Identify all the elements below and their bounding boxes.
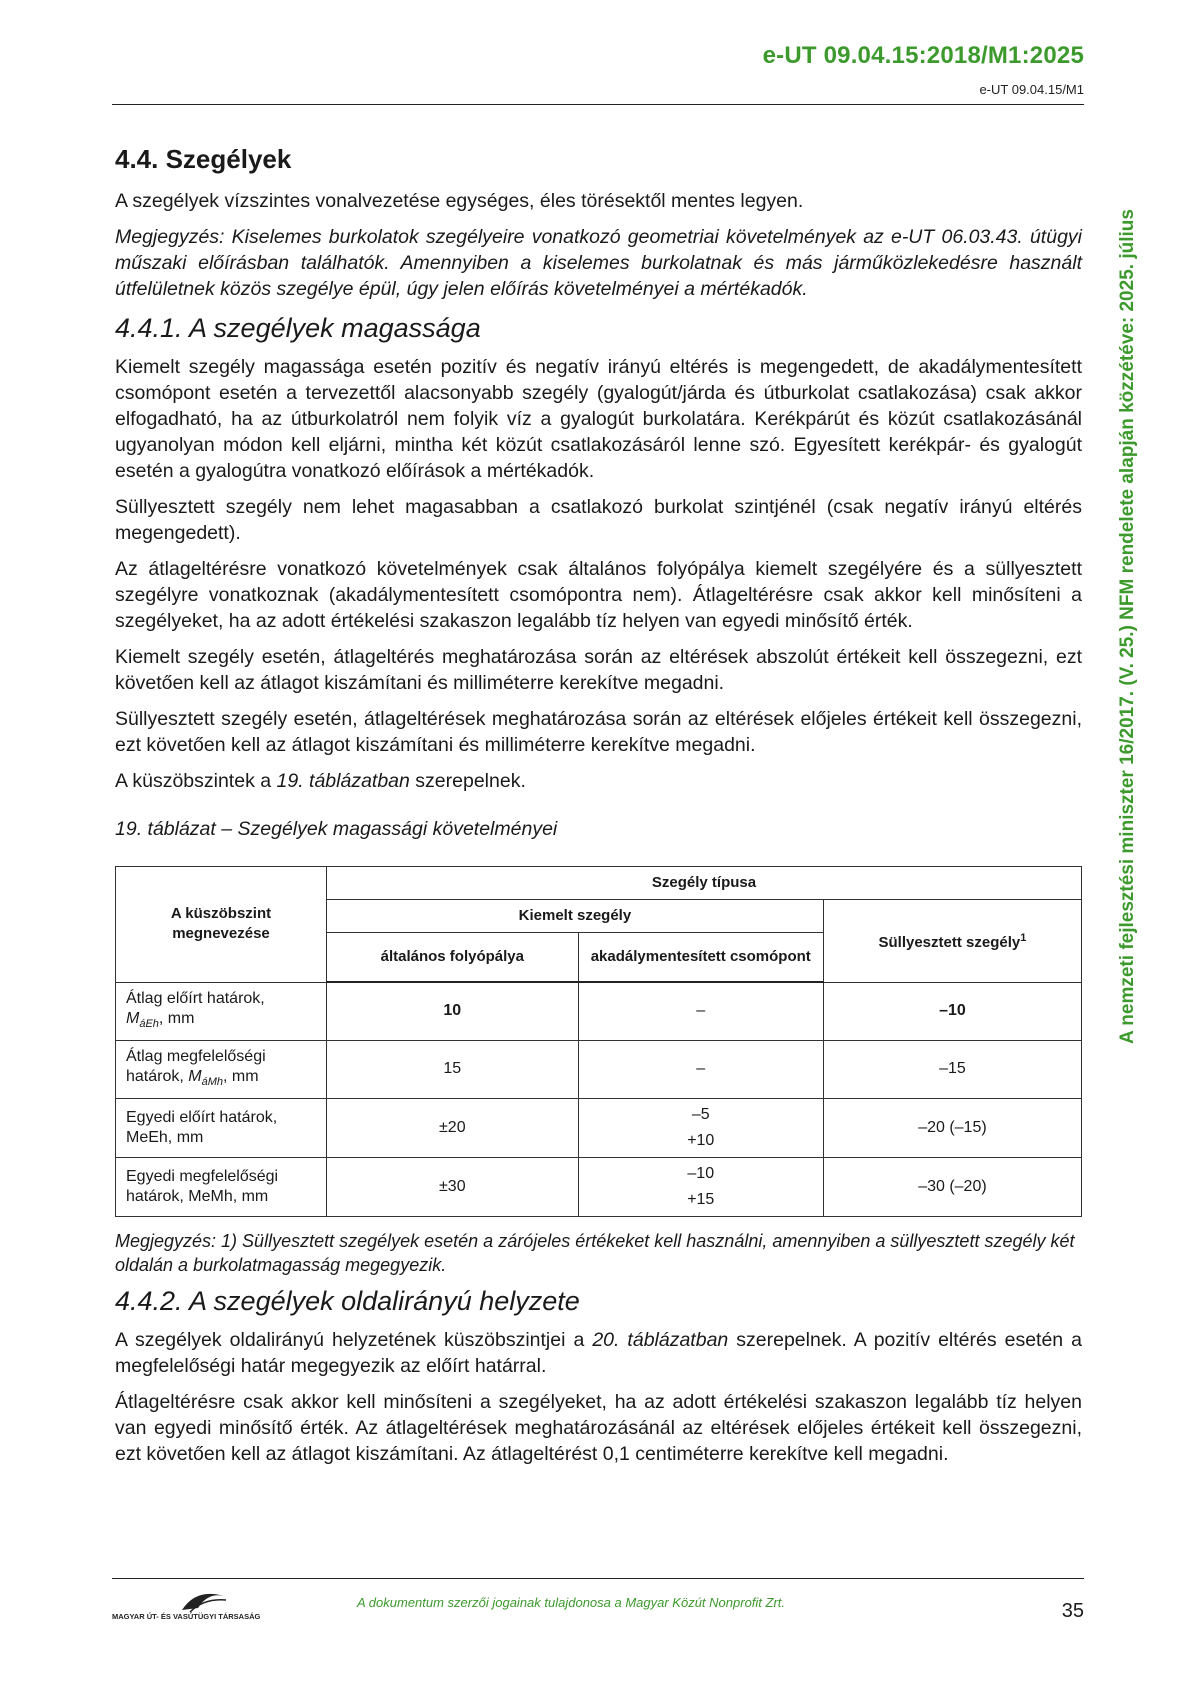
table-row (116, 1157, 1082, 1216)
cell-accessible: – (578, 1040, 823, 1098)
paragraph-raised-average: Kiemelt szegély esetén, átlageltérés meghatározása során az eltérések abszolút értékeit kell összegezni, ezt követően kell az átlagot kiszámítani és milliméterre kerekítve megadni. (115, 646, 1082, 694)
header-raised-curb: Kiemelt szegély (326, 900, 823, 933)
paragraph-lateral-reference: A szegélyek oldalirányú helyzetének küszöbszintjei a 20. táblázatban szerepelnek. A pozitív eltérés esetén a megfelelőségi határ megegyezik az előírt határral. (115, 1328, 1083, 1377)
table-reference-link: 20. táblázatban (592, 1328, 729, 1351)
header-threshold-name: A küszöbszint megnevezése (116, 867, 327, 983)
footer-copyright: A dokumentum szerzői jogainak tulajdonosa a Magyar Közút Nonprofit Zrt. (357, 1595, 786, 1610)
header-divider (112, 104, 1084, 105)
page-number: 35 (1061, 1600, 1084, 1622)
cell-lowered: –15 (823, 1040, 1081, 1098)
table-row (116, 1098, 1082, 1157)
cell-general: ±20 (326, 1098, 578, 1157)
table-note: Megjegyzés: 1) Süllyesztett szegélyek esetén a zárójeles értékeket kell használni, amennyiben a süllyesztett szegély két oldalán a burkolatmagasság megegyezik. (115, 1230, 1075, 1275)
row-label: Egyedi megfelelőségi határok, MeMh, mm (116, 1157, 327, 1216)
row-label: Átlag előírt határok, $M_{áEh}$, mm (116, 982, 327, 1040)
paragraph-lateral-average: Átlageltérésre csak akkor kell minősíteni a szegélyeket, ha az adott értékelési szakaszon legalább tíz helyen van egyedi minősítő érték. Az átlageltérések meghatározásánál az eltérések előjeles értékeit kell összegezni, ezt követően kell az átlagot kiszámítani. Az átlageltérést 0,1 centiméterre kerekítve kell megadni. (115, 1390, 1082, 1465)
header-curb-type: Szegély típusa (326, 867, 1081, 900)
table-row (116, 982, 1082, 1040)
main-content (115, 142, 1082, 1477)
row-label: Egyedi előírt határok, MeEh, mm (116, 1098, 327, 1157)
document-code: e-UT 09.04.15:2018/M1:2025 (762, 42, 1084, 69)
table-reference-link: 19. táblázatban (276, 770, 410, 792)
header-general-lane: általános folyópálya (326, 933, 578, 983)
cell-accessible: –5 +10 (578, 1098, 823, 1157)
side-publication-note: A nemzeti fejlesztési miniszter 16/2017. (V. 25.) NFM rendelete alapján közzétéve: 2025. július (1117, 209, 1138, 1044)
paragraph-lowered-average: Süllyesztett szegély esetén, átlageltérések meghatározása során az eltérések előjeles értékeit kell összegezni, ezt követően kell az átlagot kiszámítani és milliméterre kerekítve megadni. (115, 708, 1082, 756)
cell-lowered: –10 (823, 982, 1081, 1040)
curb-height-table (115, 866, 1082, 1217)
cell-general: ±30 (326, 1157, 578, 1216)
cell-accessible: –10 +15 (578, 1157, 823, 1216)
section-note: Megjegyzés: Kiselemes burkolatok szegélyeire vonatkozó geometriai követelmények az e-UT 06.03.43. útügyi műszaki előírásban találhatók. Amennyiben a kiselemes burkolatnak és más járműközlekedésre használt útfelületnek közös szegélye épül, úgy jelen előírás követelményei a mértékadók. (115, 226, 1082, 300)
society-logo (112, 1586, 262, 1628)
table-row (116, 1040, 1082, 1098)
row-label: Átlag megfelelőségi határok, $M_{áMh}$, mm (116, 1040, 327, 1098)
section-title: 4.4. Szegélyek (115, 144, 292, 174)
paragraph-raised-curb: Kiemelt szegély magassága esetén pozitív és negatív irányú eltérés is megengedett, de akadálymentesített csomópont esetén a tervezettől alacsonyabb szegély (gyalogút/járda és útburkolat csatlakozása) csak akkor elfogadható, ha az útburkolatról nem folyik víz a gyalogút burkolatára. Kerékpárút és közút csatlakozásánál ugyanolyan módon kell eljárni, mintha két közút csatlakozásáról lenne szó. Egyesített kerékpár- és gyalogút esetén a gyalogútra vonatkozó előírások a mértékadók. (115, 356, 1082, 482)
paragraph-lowered-curb: Süllyesztett szegély nem lehet magasabban a csatlakozó burkolat szintjénél (csak negatív irányú eltérés megengedett). (115, 496, 1082, 544)
cell-lowered: –30 (–20) (823, 1157, 1081, 1216)
subsection-title-lateral: 4.4.2. A szegélyek oldalirányú helyzete (115, 1285, 580, 1316)
cell-lowered: –20 (–15) (823, 1098, 1081, 1157)
subsection-title-height: 4.4.1. A szegélyek magassága (115, 313, 481, 343)
document-subcode: e-UT 09.04.15/M1 (979, 82, 1084, 97)
section-intro: A szegélyek vízszintes vonalvezetése egységes, éles törésektől mentes legyen. (115, 190, 804, 212)
cell-accessible: – (578, 982, 823, 1040)
table-caption: 19. táblázat – Szegélyek magassági követelményei (115, 818, 558, 840)
cell-general: 15 (326, 1040, 578, 1098)
cell-general: 10 (326, 982, 578, 1040)
paragraph-table-reference: A küszöbszintek a 19. táblázatban szerepelnek. (115, 770, 526, 792)
paragraph-average-deviation: Az átlageltérésre vonatkozó követelmények csak általános folyópálya kiemelt szegélyére és a süllyesztett szegélyre vonatkoznak (akadálymentesített csomópontra nem). Átlageltérésre csak akkor kell minősíteni a szegélyeket, ha az adott értékelési szakaszon legalább tíz helyen van egyedi minősítő érték. (115, 558, 1082, 632)
header-accessible-junction: akadálymentesített csomópont (578, 933, 823, 983)
header-lowered-curb: Süllyesztett szegély$^1$ (823, 900, 1081, 983)
logo-text: MAGYAR ÚT- ÉS VASÚTÜGYI TÁRSASÁG (112, 1612, 261, 1621)
footer-divider (112, 1578, 1084, 1579)
